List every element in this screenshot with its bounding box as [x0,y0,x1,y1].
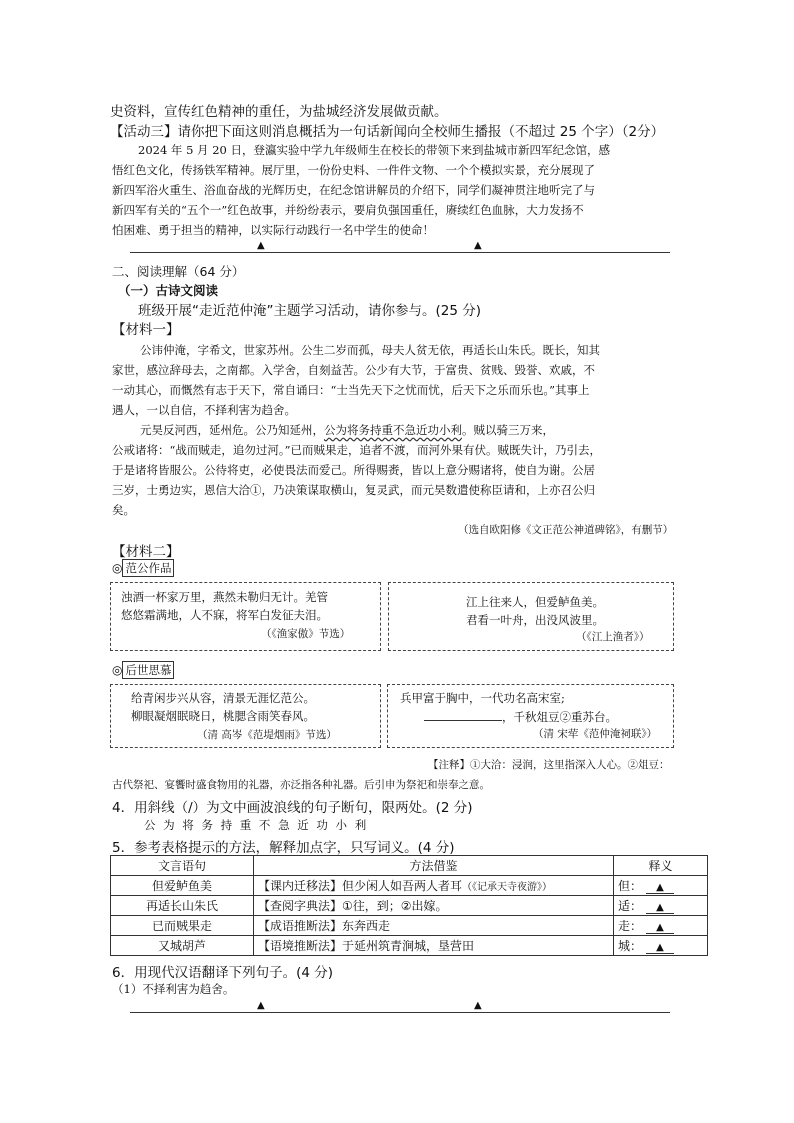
answer-label: 适： [618,899,643,913]
poem-line: 给青闲步兴从容，清景无涯忆范公。 [131,691,315,705]
couplet-text: ，千秋俎豆②重苏台。 [502,710,617,724]
tag-fan-works: 范公作品 [122,559,174,577]
annotation: 【注释】①大洽：浸润，这里指深入人心。②俎豆： [428,759,670,771]
table-header: 方法借鉴 [254,856,614,876]
subsection-heading: （一）古诗文阅读 [118,283,219,298]
news-line: 2024 年 5 月 20 日，登瀛实验中学九年级师生在校长的带领下来到盐城市新四军纪念馆，感 [138,143,610,157]
couplet-line [424,708,617,725]
source-citation: （选自欧阳修《文正范公神道碑铭》，有删节） [458,524,674,536]
poem-box [110,582,381,651]
tag-later-admiration: 后世思慕 [122,661,174,679]
table-cell[interactable] [614,876,708,896]
passage-line: 遇人，一以自信，不择利害为趋舍。 [112,403,296,417]
question-4: 4．用斜线（/）为文中画波浪线的句子断句，限两处。(2 分) [112,800,473,816]
table-cell: 又城胡芦 [111,936,254,956]
passage-line: 家世，感泣辞母去，之南都。入学舍，自刻益苦。公少有大节，于富贵、贫贱、毁誉、欢戚，不 [112,363,595,377]
poem-box [110,684,381,748]
answer-mark: ▲ [474,1000,482,1011]
table-header: 文言语句 [111,856,254,876]
answer-blank[interactable]: ▲ [646,902,674,914]
table-cell: 【成语推断法】东奔西走 [254,916,614,936]
news-line: 悟红色文化，传扬铁军精神。展厅里，一份份史料、一件件文物、一个个模拟实景，充分展现了 [112,163,595,177]
poem-line: 君看一叶舟，出没风波里。 [466,613,604,627]
poem-box [388,582,674,651]
poem-line: 浊酒一杯家万里，燕然未勒归无计。羌管 [121,590,328,604]
poem-source: （《渔家傲》节选） [261,628,351,640]
answer-line[interactable] [130,1012,670,1013]
passage-line: 一动其心，而慨然有志于天下，常自诵曰：“士当先天下之忧而忧，后天下之乐而乐也。”其事上 [112,383,590,397]
table-cell: 【语境推断法】于延州筑青涧城，垦营田 [254,936,614,956]
passage-line: 矣。 [112,503,135,517]
fill-blank[interactable] [424,708,502,721]
poem-line: 柳眼凝烟眠晓日，桃腮含雨笑春风。 [131,709,315,723]
passage-line [140,422,554,438]
poem-source: （清 高岑《范堤烟雨》节选） [197,729,337,741]
answer-blank[interactable]: ▲ [646,922,674,934]
table-row [111,916,708,936]
answer-mark: ▲ [257,240,265,251]
method-table [110,855,708,956]
wavy-underlined-sentence: 公为将务持重不急近功小利 [324,423,462,437]
poem-line: 江上往来人，但爱鲈鱼美。 [466,595,604,609]
annotation: 古代祭祀、宴饗时盛食物用的礼器，亦泛指各种礼器。后引申为祭祀和崇奉之意。 [112,779,490,791]
table-cell: 【查阅字典法】①往，到；②出嫁。 [254,896,614,916]
news-line: 新四军有关的“五个一”红色故事，并纷纷表示，要肩负强国重任，赓续红色血脉，大力发扬不 [112,203,584,217]
answer-label: 走： [618,919,643,933]
top-line: 史资料，宣传红色精神的重任，为盐城经济发展做贡献。 [110,104,448,120]
poem-source: （清 宋荦《范仲淹祠联》） [533,728,658,740]
question-5: 5．参考表格提示的方法，解释加点字，只写词义。(4 分) [112,840,455,856]
news-line: 怕困难、勇于担当的精神，以实际行动践行一名中学生的使命！ [112,223,434,237]
passage-line: 公讳仲淹，字希文，世家苏州。公生二岁而孤，母夫人贫无依，再适长山朱氏。既长，知其 [140,343,600,357]
poem-line: 悠悠霜满地，人不寐，将军白发征夫泪。 [121,608,328,622]
table-header: 释义 [614,856,708,876]
question-6-1: （1）不择利害为趋舍。 [112,982,235,996]
passage-line: 三岁，士勇边实，恩信大洽①，乃决策谋取横山，复灵武，而元昊数遣使称臣请和，上亦召公归 [112,483,595,497]
table-cell: 但爱鲈鱼美 [111,876,254,896]
table-cell[interactable] [614,936,708,956]
tag-row: ◎ 后世思慕 [112,661,174,679]
table-cell: 再适长山朱氏 [111,896,254,916]
q4-sentence[interactable]: 公 为 将 务 持 重 不 急 近 功 小 利 [144,818,369,832]
table-cell[interactable] [614,896,708,916]
answer-blank[interactable]: ▲ [646,882,674,894]
activity3-title: 【活动三】请你把下面这则消息概括为一句话新闻向全校师生播报（不超过 25 个字）（2分） [110,124,665,140]
passage-line: 于是诸将皆服公。公待将吏，必使畏法而爱己。所得赐赉，皆以上意分赐诸将，使自为谢。公居 [112,463,595,477]
passage-line: 公戒诸将：“战而贼走，追勿过河。”已而贼果走，追者不渡，而河外果有伏。贼既失计，乃引去， [112,443,602,457]
news-line: 新四军浴火重生、浴血奋战的光辉历史，在纪念馆讲解员的介绍下，同学们凝神贯注地听完了与 [112,183,595,197]
answer-label: 但： [618,879,643,893]
material2-title: 【材料二】 [112,544,180,560]
table-row [111,876,708,896]
material1-title: 【材料一】 [112,322,180,338]
answer-mark: ▲ [474,240,482,251]
answer-blank[interactable]: ▲ [646,942,674,954]
intro-text: 班级开展“走近范仲淹”主题学习活动，请你参与。(25 分) [138,303,481,319]
table-cell [254,876,614,896]
method-note: （《记承天寺夜游》） [462,882,553,893]
poem-box [387,684,674,748]
table-row [111,896,708,916]
table-row [111,936,708,956]
table-header-row [111,856,708,876]
couplet-line: 兵甲富于胸中，一代功名高宋室; [400,691,565,705]
tag-row: ◎ 范公作品 [112,559,174,577]
passage-text: 元昊反河西，延州危。公乃知延州， [140,423,324,437]
poem-source: （《江上渔者》） [576,631,650,643]
answer-mark: ▲ [257,1000,265,1011]
table-cell: 已而贼果走 [111,916,254,936]
question-6: 6．用现代汉语翻译下列句子。(4 分) [112,965,334,981]
passage-text: 。贼以骑三万来， [462,423,554,437]
answer-line[interactable] [130,252,670,253]
answer-label: 城： [618,939,643,953]
section-heading: 二、阅读理解（64 分） [112,264,245,279]
method-text: 【课内迁移法】但少闲人如吾两人者耳 [258,879,463,893]
table-cell[interactable] [614,916,708,936]
